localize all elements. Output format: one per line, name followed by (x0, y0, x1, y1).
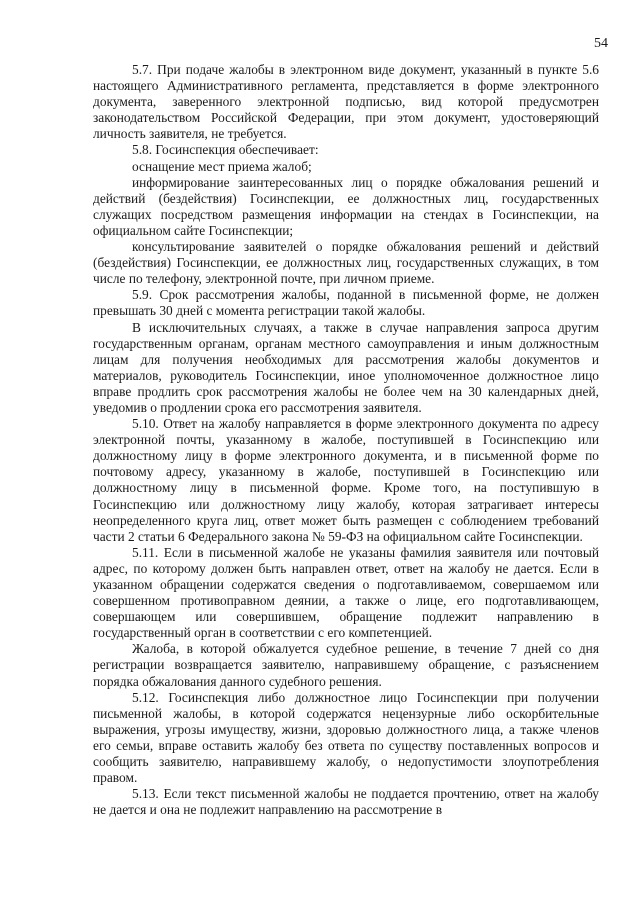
paragraph-5-10: 5.10. Ответ на жалобу направляется в форме электронного документа по адресу электронной почты, указанному в жалобе, поступившей в Госинспекцию или должностному лицу в форме электронного документа, и в письменной форме по почтовому адресу, указанному в жалобе, поступившей в Госинспекцию или должностному лицу в письменной форме. Кроме того, на поступившую в Госинспекцию или должностному лицу жалобу, которая затрагивает интересы неопределенного круга лиц, ответ может быть размещен с соблюдением требований части 2 статьи 6 Федерального закона № 59-ФЗ на официальном сайте Госинспекции. (93, 416, 599, 544)
paragraph-5-9-extension: В исключительных случаях, а также в случае направления запроса другим государственным органам, органам местного самоуправления и иным должностным лицам для получения необходимых для рассмотрения жалобы документов и материалов, руководитель Госинспекции, иное уполномоченное должностное лицо вправе продлить срок рассмотрения жалобы не более чем на 30 календарных дней, уведомив о продлении срока его рассмотрения заявителя. (93, 319, 599, 415)
paragraph-5-8-item-2: информирование заинтересованных лиц о порядке обжалования решений и действий (бездействия) Госинспекции, ее должностных лиц, государственных служащих посредством размещения информации на стендах в Госинспекции, на официальном сайте Госинспекции; (93, 174, 599, 238)
paragraph-5-8-item-3: консультирование заявителей о порядке обжалования решений и действий (бездействия) Госинспекции, ее должностных лиц, государственных служащих, в том числе по телефону, электронной почте, при личном приеме. (93, 239, 599, 287)
paragraph-5-13: 5.13. Если текст письменной жалобы не поддается прочтению, ответ на жалобу не дается и она не подлежит направлению на рассмотрение в (93, 786, 599, 818)
paragraph-5-7: 5.7. При подаче жалобы в электронном виде документ, указанный в пункте 5.6 настоящего Административного регламента, представляется в форме электронного документа, заверенного электронной подписью, вид которой предусмотрен законодательством Российской Федерации, при этом документ, удостоверяющий личность заявителя, не требуется. (93, 62, 599, 142)
page-number: 54 (594, 36, 608, 51)
paragraph-5-9: 5.9. Срок рассмотрения жалобы, поданной в письменной форме, не должен превышать 30 дней с момента регистрации такой жалобы. (93, 287, 599, 319)
paragraph-5-8-item-1: оснащение мест приема жалоб; (132, 158, 312, 174)
paragraph-5-11: 5.11. Если в письменной жалобе не указаны фамилия заявителя или почтовый адрес, по которому должен быть направлен ответ, ответ на жалобу не дается. Если в указанном обращении содержатся сведения о подготавливаемом, совершаемом или совершенном противоправном деянии, а также о лице, его подготавливающем, совершающем или совершившем, обращение подлежит направлению в государственный орган в соответствии с его компетенцией. (93, 544, 599, 641)
paragraph-5-12: 5.12. Госинспекция либо должностное лицо Госинспекции при получении письменной жалобы, в которой содержатся нецензурные либо оскорбительные выражения, угрозы имуществу, жизни, здоровью должностного лица, а также членов его семьи, вправе оставить жалобу без ответа по существу поставленных вопросов и сообщить заявителю, направившему жалобу, о недопустимости злоупотребления правом. (93, 689, 599, 786)
document-body (93, 62, 599, 818)
paragraph-5-8: 5.8. Госинспекция обеспечивает: (132, 142, 319, 158)
paragraph-5-11-court: Жалоба, в которой обжалуется судебное решение, в течение 7 дней со дня регистрации возвращается заявителю, направившему обращение, с разъяснением порядка обжалования данного судебного решения. (93, 641, 599, 689)
